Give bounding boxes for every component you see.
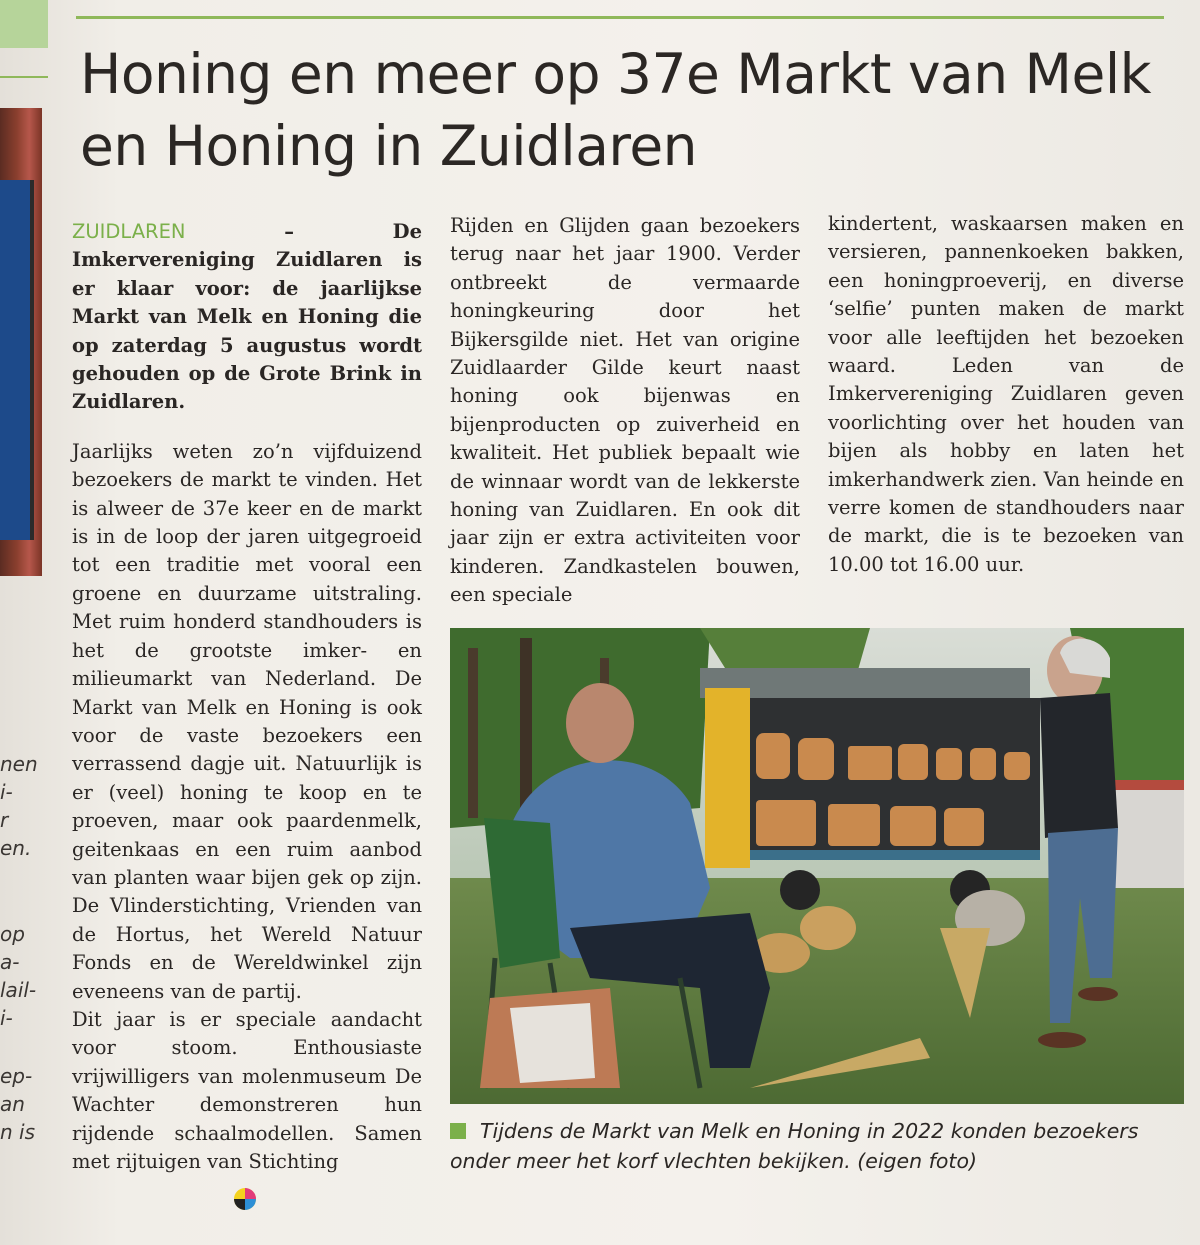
- article-paragraph: kindertent, waskaarsen maken en versieren, pannenkoeken bakken, een honingproeverij, en diverse ‘selfie’ punten maken de markt voor alle leeftijden het bezoeken waard. Leden van de Imkervereniging Zuidlaren geven voorlichting over het houden van bijen als hobby en laten het imkerhandwerk zien. Van heinde en verre komen de standhouders naar de markt, die is te bezoeken van 10.00 tot 16.00 uur.: [828, 212, 1184, 576]
- caption-text: Tijdens de Markt van Melk en Honing in 2022 konden bezoekers onder meer het korf vlechten bekijken. (eigen foto): [450, 1119, 1139, 1173]
- left-fragment: r: [0, 808, 9, 832]
- caption-marker-icon: [450, 1123, 466, 1139]
- left-fragment: ep-: [0, 1064, 33, 1088]
- article-paragraph: Dit jaar is er speciale aandacht voor stoom. Enthousiaste vrijwilligers van molenmuseum De Wachter demonstreren hun rijdende schaalmodellen. Samen met rijtuigen van Stichting: [72, 1007, 422, 1173]
- left-fragment: i-: [0, 780, 13, 804]
- left-fragment: op: [0, 922, 25, 946]
- article-column-3: [828, 210, 1184, 579]
- photo-caption: [450, 1116, 1184, 1176]
- corner-color-tab: [0, 0, 48, 48]
- article-column-1: [72, 218, 422, 1176]
- adjacent-photo-fragment: [0, 108, 42, 576]
- left-column-rule: [0, 76, 48, 78]
- top-green-rule: [76, 16, 1164, 19]
- headline: Honing en meer op 37e Markt van Melk en Honing in Zuidlaren: [80, 42, 1151, 178]
- left-fragment: n is: [0, 1120, 36, 1144]
- article-paragraph: Rijden en Glijden gaan bezoekers terug naar het jaar 1900. Verder ontbreekt de vermaarde honingkeuring door het Bijkersgilde niet. Het van origine Zuidlaarder Gilde keurt naast honing ook bijenwas en bijenproducten op zuiverheid en kwaliteit. Het publiek bepaalt wie de winnaar wordt van de lekkerste honing van Zuidlaren. En ook dit jaar zijn er extra activiteiten voor kinderen. Zandkastelen bouwen, een speciale: [450, 214, 800, 607]
- seated-man-head: [566, 683, 634, 763]
- dateline: ZUIDLAREN: [72, 220, 186, 243]
- lead-text: – De Imkervereniging Zuidlaren is er klaar voor: de jaarlijkse Markt van Melk en Honing die op zaterdag 5 augustus wordt gehouden op de Grote Brink in Zuidlaren.: [72, 220, 422, 414]
- left-fragment: i-: [0, 1006, 13, 1030]
- article-lead: [72, 218, 422, 417]
- adjacent-photo-screen: [0, 180, 34, 540]
- left-fragment: en.: [0, 836, 32, 860]
- left-fragment: lail-: [0, 978, 37, 1002]
- registration-mark-icon: [232, 1186, 258, 1212]
- photo-scene: [450, 628, 1184, 1104]
- article-column-2: [450, 212, 800, 610]
- article-photo: [450, 628, 1184, 1104]
- standing-woman-shirt: [1040, 693, 1118, 838]
- left-fragment: a-: [0, 950, 20, 974]
- article-paragraph: Jaarlijks weten zo’n vijfduizend bezoekers de markt te vinden. Het is alweer de 37e keer en de markt is in de loop der jaren uitgegroeid tot een traditie met vooral een groene en duurzame uitstraling. Met ruim honderd standhouders is het de grootste imker- en milieumarkt van Nederland. De Markt van Melk en Honing is ook voor de vaste bezoekers een verrassend dagje uit. Natuurlijk is er (veel) honing te koop en te proeven, maar ook paardenmelk, geitenkaas en een ruim aanbod van planten waar bijen gek op zijn. De Vlinderstichting, Vrienden van de Hortus, het Wereld Natuur Fonds en de Wereldwinkel zijn eveneens van de partij.: [72, 439, 422, 1003]
- wagon-yellow-side: [705, 688, 750, 868]
- left-fragment: an: [0, 1092, 25, 1116]
- left-fragment: nen: [0, 752, 38, 776]
